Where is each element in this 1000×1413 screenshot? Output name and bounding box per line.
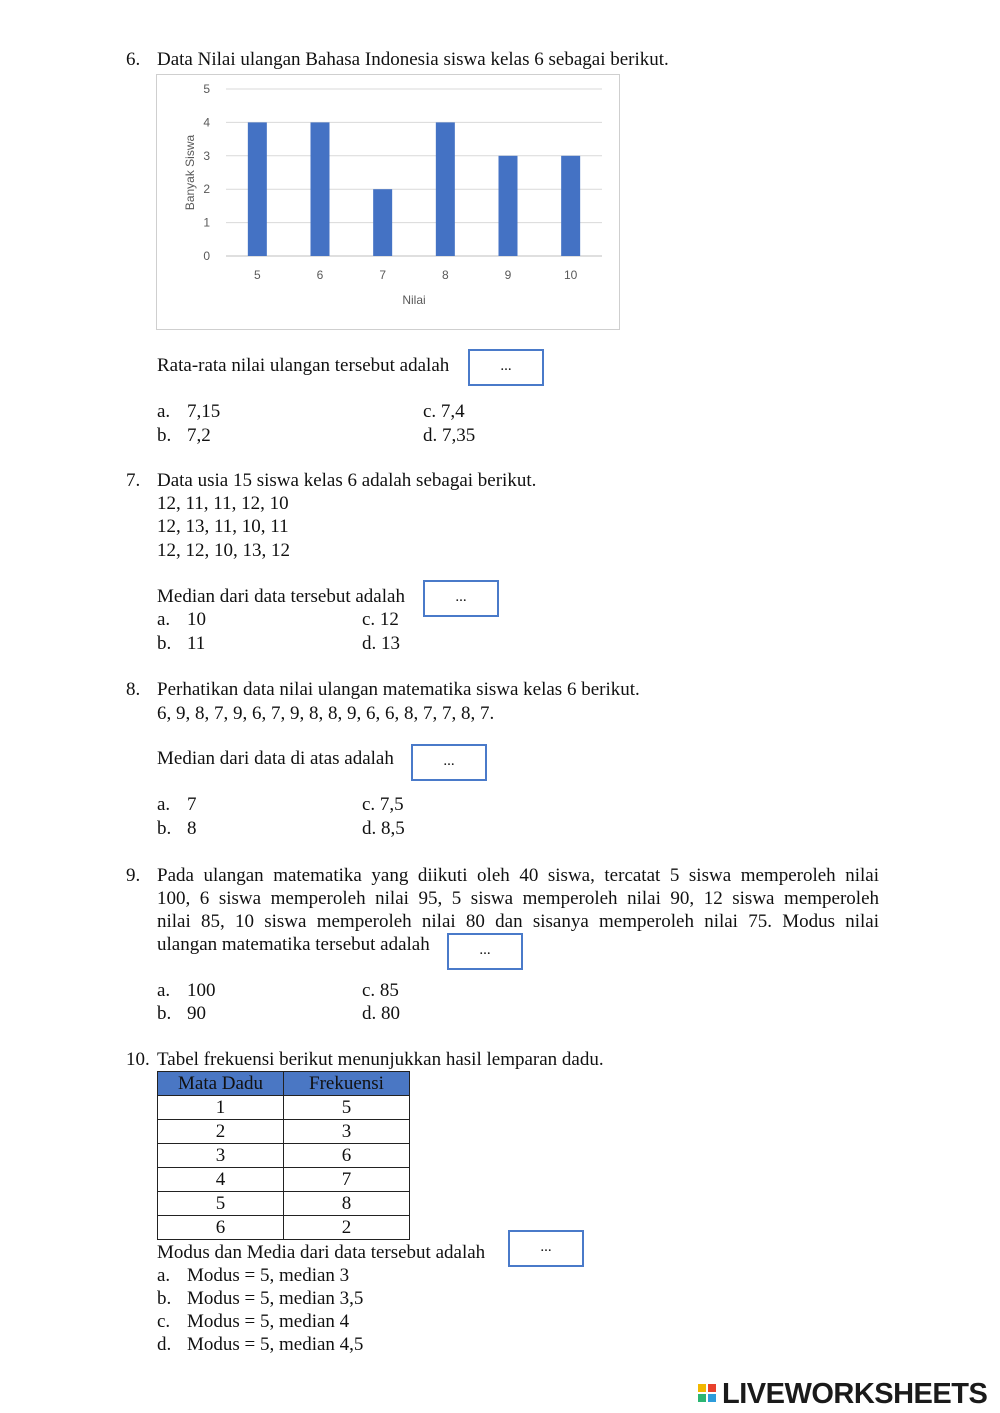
q9-option-b[interactable] (157, 1002, 206, 1025)
q9-answer-box[interactable]: ... (447, 933, 523, 970)
q6-option-d[interactable]: d. 7,35 (423, 425, 476, 446)
q7-data-line-2: 12, 13, 11, 10, 11 (157, 516, 289, 537)
option-text: Modus = 5, median 4 (187, 1311, 350, 1332)
q8-prompt: Median dari data di atas adalah (157, 748, 394, 769)
table-cell: 5 (284, 1096, 410, 1120)
chart-x-tick-label: 10 (563, 268, 578, 282)
table-cell: 2 (284, 1216, 410, 1240)
table-row (158, 1096, 410, 1120)
table-row (158, 1144, 410, 1168)
chart-x-tick-label: 7 (379, 268, 387, 282)
option-letter: a. (157, 401, 171, 422)
q6-number: 6. (126, 49, 141, 70)
table-cell: 6 (284, 1144, 410, 1168)
option-letter: b. (157, 1288, 172, 1309)
chart-x-tick-label: 6 (316, 268, 324, 282)
q10-text: Tabel frekuensi berikut menunjukkan hasil lemparan dadu. (157, 1049, 604, 1070)
q6-text: Data Nilai ulangan Bahasa Indonesia siswa kelas 6 sebagai berikut. (157, 49, 669, 70)
option-text: Modus = 5, median 3,5 (187, 1288, 364, 1309)
table-cell: 8 (284, 1192, 410, 1216)
q7-answer-box[interactable]: ... (423, 580, 499, 617)
table-cell: 4 (158, 1168, 284, 1192)
q8-text: Perhatikan data nilai ulangan matematika siswa kelas 6 berikut. (157, 679, 640, 700)
chart-bar (436, 122, 455, 256)
chart-x-tick-label: 9 (504, 268, 512, 282)
option-letter: b. (157, 1003, 172, 1024)
table-row (158, 1168, 410, 1192)
q6-option-a[interactable] (157, 400, 220, 423)
option-text: Modus = 5, median 3 (187, 1265, 350, 1286)
option-text: 8 (187, 818, 197, 839)
q9-option-a[interactable] (157, 979, 216, 1002)
chart-bar (499, 156, 518, 256)
chart-bar (561, 156, 580, 256)
chart-y-tick-label: 4 (203, 115, 210, 130)
option-text: Modus = 5, median 4,5 (187, 1334, 364, 1355)
q8-option-c[interactable]: c. 7,5 (362, 794, 404, 815)
chart-x-tick-label: 5 (253, 268, 261, 282)
q10-prompt: Modus dan Media dari data tersebut adalah (157, 1242, 486, 1263)
q9-option-c[interactable]: c. 85 (362, 980, 399, 1001)
option-letter: a. (157, 980, 171, 1001)
q7-option-d[interactable]: d. 13 (362, 633, 400, 654)
option-text: 100 (187, 980, 216, 1001)
option-letter: b. (157, 425, 172, 446)
q9-line-2: 100, 6 siswa memperoleh nilai 95, 5 siswa memperoleh nilai 90, 12 siswa memperoleh (157, 888, 879, 909)
q10-option-c[interactable] (157, 1310, 349, 1333)
table-cell: 3 (284, 1120, 410, 1144)
table-cell: 5 (158, 1192, 284, 1216)
q8-option-a[interactable] (157, 793, 197, 816)
table-cell: 7 (284, 1168, 410, 1192)
header-frekuensi: Frekuensi (284, 1072, 410, 1096)
q7-data-line-1: 12, 11, 11, 12, 10 (157, 493, 289, 514)
q7-option-c[interactable]: c. 12 (362, 609, 399, 630)
chart-y-tick-label: 5 (203, 82, 210, 96)
option-text: 7,15 (187, 401, 221, 422)
option-text: 90 (187, 1003, 206, 1024)
chart-y-tick-label: 0 (203, 249, 210, 263)
table-cell: 1 (158, 1096, 284, 1120)
q10-answer-box[interactable]: ... (508, 1230, 584, 1267)
option-letter: a. (157, 794, 171, 815)
watermark-text: LIVEWORKSHEETS (722, 1378, 988, 1410)
table-row (158, 1216, 410, 1240)
option-text: 11 (187, 633, 206, 654)
q8-option-d[interactable]: d. 8,5 (362, 818, 405, 839)
q10-option-a[interactable] (157, 1264, 349, 1287)
q9-line-1: Pada ulangan matematika yang diikuti oleh 40 siswa, tercatat 5 siswa memperoleh nilai (157, 865, 879, 886)
q7-text: Data usia 15 siswa kelas 6 adalah sebagai berikut. (157, 470, 537, 491)
q10-option-b[interactable] (157, 1287, 363, 1310)
q8-option-b[interactable] (157, 817, 197, 840)
option-letter: b. (157, 818, 172, 839)
q8-data-line: 6, 9, 8, 7, 9, 6, 7, 9, 8, 8, 9, 6, 6, 8, 7, 7, 8, 7. (157, 703, 495, 724)
table-header-row (158, 1072, 410, 1096)
q7-data-line-3: 12, 12, 10, 13, 12 (157, 540, 290, 561)
q6-option-c[interactable]: c. 7,4 (423, 401, 465, 422)
option-letter: d. (157, 1334, 172, 1355)
q9-prompt: ulangan matematika tersebut adalah (157, 934, 430, 955)
chart-y-tick-label: 1 (203, 215, 210, 230)
q6-option-b[interactable] (157, 424, 211, 447)
q8-number: 8. (126, 679, 141, 700)
chart-y-axis-title: Banyak Siswa (183, 134, 197, 211)
q7-number: 7. (126, 470, 141, 491)
chart-y-tick-label: 2 (203, 182, 210, 197)
option-text: 10 (187, 609, 206, 630)
chart-bar (373, 189, 392, 256)
q10-number: 10. (126, 1049, 150, 1070)
table-cell: 3 (158, 1144, 284, 1168)
table-cell: 6 (158, 1216, 284, 1240)
q8-answer-box[interactable]: ... (411, 744, 487, 781)
option-text: 7 (187, 794, 197, 815)
q6-answer-box[interactable]: ... (468, 349, 544, 386)
chart-x-axis-title: Nilai (402, 293, 426, 307)
header-mata-dadu: Mata Dadu (158, 1072, 284, 1096)
q6-bar-chart (156, 74, 620, 330)
q7-prompt: Median dari data tersebut adalah (157, 586, 405, 607)
table-row (158, 1192, 410, 1216)
q9-number: 9. (126, 865, 141, 886)
option-letter: a. (157, 609, 171, 630)
option-letter: b. (157, 633, 172, 654)
q10-option-d[interactable] (157, 1333, 363, 1356)
chart-x-tick-label: 8 (441, 268, 449, 282)
option-letter: a. (157, 1265, 171, 1286)
table-cell: 2 (158, 1120, 284, 1144)
chart-bar (311, 122, 330, 256)
liveworksheets-logo-icon (698, 1384, 718, 1404)
q6-prompt: Rata-rata nilai ulangan tersebut adalah (157, 355, 450, 376)
chart-y-tick-label: 3 (203, 148, 210, 163)
q9-line-3: nilai 85, 10 siswa memperoleh nilai 80 dan sisanya memperoleh nilai 75. Modus nilai (157, 911, 879, 932)
q9-option-d[interactable]: d. 80 (362, 1003, 400, 1024)
frequency-table (157, 1071, 410, 1240)
table-row (158, 1120, 410, 1144)
q7-option-a[interactable] (157, 608, 206, 631)
chart-bar (248, 122, 267, 256)
q7-option-b[interactable] (157, 632, 205, 655)
option-letter: c. (157, 1311, 171, 1332)
option-text: 7,2 (187, 425, 211, 446)
chart-svg (157, 75, 621, 331)
